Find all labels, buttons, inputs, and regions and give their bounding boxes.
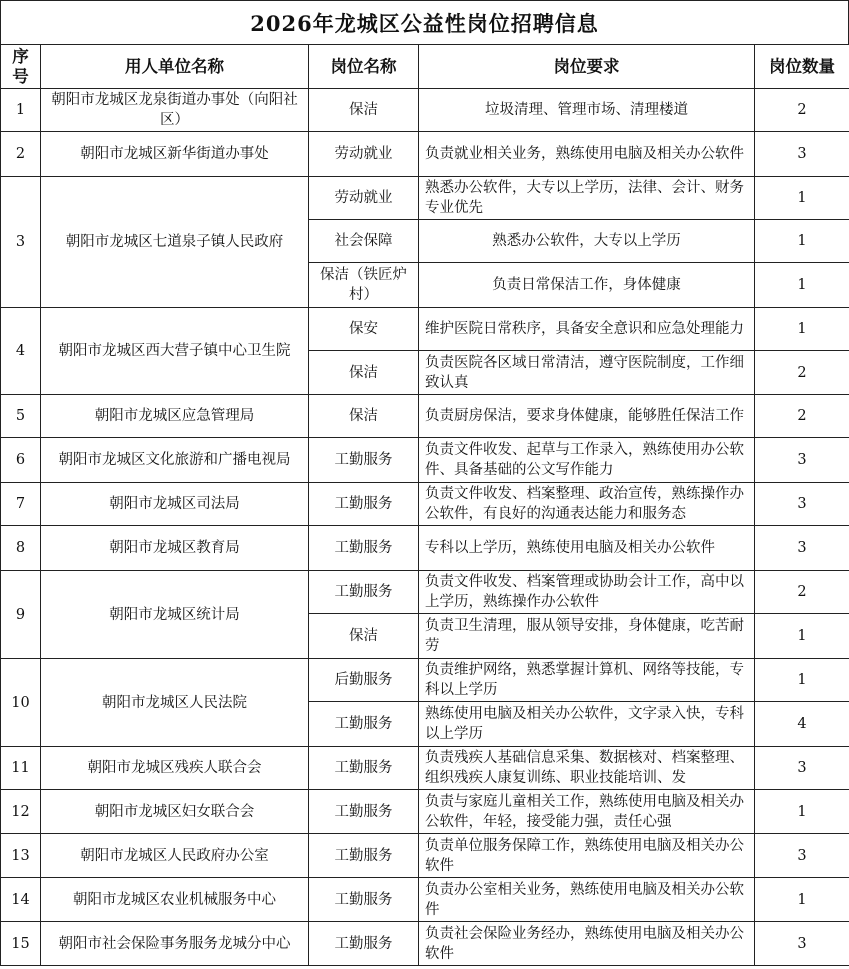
table-row	[1, 571, 849, 614]
position-name: 保洁	[309, 89, 419, 132]
requirement: 熟悉办公软件，大专以上学历	[419, 220, 755, 263]
position-count: 2	[755, 571, 849, 614]
table-row	[1, 395, 849, 438]
row-no: 12	[1, 790, 41, 834]
position-name: 保洁	[309, 614, 419, 659]
requirement: 负责文件收发、档案整理、政治宣传，熟练操作办公软件，有良好的沟通表达能力和服务态	[419, 483, 755, 526]
position-count: 1	[755, 263, 849, 308]
row-no: 14	[1, 878, 41, 922]
unit-name: 朝阳市龙城区司法局	[41, 483, 309, 526]
header-unit: 用人单位名称	[41, 45, 309, 89]
requirement: 专科以上学历，熟练使用电脑及相关办公软件	[419, 526, 755, 571]
requirement: 负责文件收发、档案管理或协助会计工作，高中以上学历，熟练操作办公软件	[419, 571, 755, 614]
position-name: 工勤服务	[309, 483, 419, 526]
position-count: 1	[755, 614, 849, 659]
requirement: 负责办公室相关业务，熟练使用电脑及相关办公软件	[419, 878, 755, 922]
table-row	[1, 878, 849, 922]
position-name: 后勤服务	[309, 659, 419, 702]
position-count: 2	[755, 89, 849, 132]
position-count: 3	[755, 132, 849, 177]
table-row	[1, 834, 849, 878]
position-name: 工勤服务	[309, 878, 419, 922]
position-count: 3	[755, 526, 849, 571]
row-no: 11	[1, 747, 41, 790]
row-no: 9	[1, 571, 41, 659]
table-row	[1, 659, 849, 702]
requirement: 负责残疾人基础信息采集、数据核对、档案整理、组织残疾人康复训练、职业技能培训、发	[419, 747, 755, 790]
position-count: 3	[755, 747, 849, 790]
position-count: 3	[755, 438, 849, 483]
position-name: 工勤服务	[309, 526, 419, 571]
position-count: 3	[755, 483, 849, 526]
position-count: 4	[755, 702, 849, 747]
header-no: 序号	[1, 45, 41, 89]
requirement: 负责维护网络，熟悉掌握计算机、网络等技能，专科以上学历	[419, 659, 755, 702]
requirement: 熟练使用电脑及相关办公软件，文字录入快，专科以上学历	[419, 702, 755, 747]
position-name: 工勤服务	[309, 922, 419, 966]
row-no: 4	[1, 308, 41, 395]
requirement: 负责社会保险业务经办，熟练使用电脑及相关办公软件	[419, 922, 755, 966]
requirement: 负责卫生清理，服从领导安排，身体健康，吃苦耐劳	[419, 614, 755, 659]
unit-name: 朝阳市龙城区西大营子镇中心卫生院	[41, 308, 309, 395]
position-count: 1	[755, 790, 849, 834]
position-count: 3	[755, 834, 849, 878]
header-requirement: 岗位要求	[419, 45, 755, 89]
position-name: 保洁	[309, 351, 419, 395]
row-no: 8	[1, 526, 41, 571]
requirement: 熟悉办公软件，大专以上学历，法律、会计、财务专业优先	[419, 177, 755, 220]
requirement: 负责日常保洁工作，身体健康	[419, 263, 755, 308]
page-title: 2026年龙城区公益性岗位招聘信息	[0, 0, 849, 44]
position-count: 1	[755, 220, 849, 263]
requirement: 负责文件收发、起草与工作录入，熟练使用办公软件、具备基础的公文写作能力	[419, 438, 755, 483]
row-no: 3	[1, 177, 41, 308]
table-row	[1, 177, 849, 220]
unit-name: 朝阳市龙城区教育局	[41, 526, 309, 571]
unit-name: 朝阳市龙城区七道泉子镇人民政府	[41, 177, 309, 308]
unit-name: 朝阳市龙城区农业机械服务中心	[41, 878, 309, 922]
table-row	[1, 790, 849, 834]
requirement: 负责与家庭儿童相关工作，熟练使用电脑及相关办公软件，年轻，接受能力强，责任心强	[419, 790, 755, 834]
table-row	[1, 747, 849, 790]
row-no: 6	[1, 438, 41, 483]
row-no: 5	[1, 395, 41, 438]
position-name: 工勤服务	[309, 790, 419, 834]
position-count: 1	[755, 177, 849, 220]
table-row	[1, 922, 849, 966]
position-name: 工勤服务	[309, 834, 419, 878]
position-count: 1	[755, 308, 849, 351]
requirement: 负责就业相关业务，熟练使用电脑及相关办公软件	[419, 132, 755, 177]
unit-name: 朝阳市龙城区文化旅游和广播电视局	[41, 438, 309, 483]
position-name: 社会保障	[309, 220, 419, 263]
table-row	[1, 438, 849, 483]
row-no: 13	[1, 834, 41, 878]
unit-name: 朝阳市龙城区统计局	[41, 571, 309, 659]
table-row	[1, 483, 849, 526]
row-no: 15	[1, 922, 41, 966]
position-name: 劳动就业	[309, 132, 419, 177]
requirement: 负责厨房保洁，要求身体健康，能够胜任保洁工作	[419, 395, 755, 438]
position-name: 保洁	[309, 395, 419, 438]
position-count: 3	[755, 922, 849, 966]
position-count: 2	[755, 395, 849, 438]
row-no: 1	[1, 89, 41, 132]
table-header-row	[1, 45, 849, 89]
requirement: 垃圾清理、管理市场、清理楼道	[419, 89, 755, 132]
row-no: 2	[1, 132, 41, 177]
position-name: 劳动就业	[309, 177, 419, 220]
table-row	[1, 89, 849, 132]
row-no: 7	[1, 483, 41, 526]
recruitment-table	[0, 44, 849, 966]
position-name: 保洁（铁匠炉村）	[309, 263, 419, 308]
unit-name: 朝阳市龙城区人民政府办公室	[41, 834, 309, 878]
position-count: 2	[755, 351, 849, 395]
unit-name: 朝阳市龙城区龙泉街道办事处（向阳社区）	[41, 89, 309, 132]
requirement: 负责医院各区域日常清洁，遵守医院制度，工作细致认真	[419, 351, 755, 395]
header-position: 岗位名称	[309, 45, 419, 89]
row-no: 10	[1, 659, 41, 747]
requirement: 维护医院日常秩序，具备安全意识和应急处理能力	[419, 308, 755, 351]
table-row	[1, 308, 849, 351]
table-row	[1, 132, 849, 177]
position-count: 1	[755, 878, 849, 922]
position-count: 1	[755, 659, 849, 702]
position-name: 工勤服务	[309, 571, 419, 614]
requirement: 负责单位服务保障工作，熟练使用电脑及相关办公软件	[419, 834, 755, 878]
position-name: 工勤服务	[309, 702, 419, 747]
unit-name: 朝阳市龙城区新华街道办事处	[41, 132, 309, 177]
unit-name: 朝阳市龙城区残疾人联合会	[41, 747, 309, 790]
unit-name: 朝阳市龙城区人民法院	[41, 659, 309, 747]
position-name: 工勤服务	[309, 438, 419, 483]
position-name: 保安	[309, 308, 419, 351]
unit-name: 朝阳市龙城区应急管理局	[41, 395, 309, 438]
table-row	[1, 526, 849, 571]
header-count: 岗位数量	[755, 45, 849, 89]
position-name: 工勤服务	[309, 747, 419, 790]
unit-name: 朝阳市龙城区妇女联合会	[41, 790, 309, 834]
unit-name: 朝阳市社会保险事务服务龙城分中心	[41, 922, 309, 966]
